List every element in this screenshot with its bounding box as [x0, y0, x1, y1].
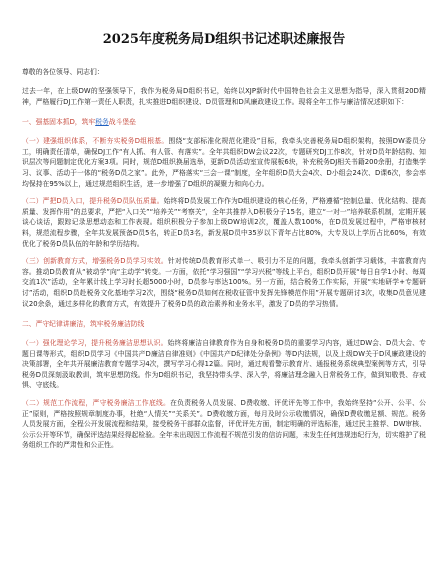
intro-paragraph: 过去一年，在上级DW的坚强领导下，我作为税务局D组织书记，始终以XJP新时代中国特色社会主义思想为指导，深入贯彻20D精神，严格履行DJ工作第一责任人职责，扎实推进D组织建设、D员管理和D风廉政建设工作。现将全年工作与廉洁情况述职如下： [22, 87, 426, 106]
section-1-item-3 [22, 256, 426, 309]
section-2-item-1 [22, 338, 426, 391]
section-1-item-1-text: 围绕“支部标准化规范化建设”目标，我牵头完善税务局D组织架构，按照DW委员分工，明确责任清单，确保DJ工作“有人抓、有人管、有落实”。全年共组织DW会议22次，专题研究DJ工作8次，针对D员年龄结构、知识层次等问题制定优化方案3项。同时，规范D组织换届选举，更新D员活动室宣传展板6块，补充税务DJ相关书籍200余册，打造集学习、议事、活动于一体的“税务D员之家”。此外，严格落实“三会一课”制度，全年组织D员大会4次、D小组会24次、D课6次，参会率均保持在95%以上，通过规范组织生活，进一步增强了D组织的凝聚力和向心力。 [22, 137, 426, 188]
section-2-item-1-lead: （一）强化理论学习，提升税务廉洁思想认识。 [22, 339, 168, 348]
section-2-item-2 [22, 398, 426, 451]
section-1-heading-link[interactable]: 税务 [95, 118, 109, 127]
section-2-item-2-lead: （二）规范工作流程，严守税务廉洁工作底线。 [22, 399, 171, 408]
section-1-item-3-text: 针对传统D员教育形式单一、吸引力不足的问题，我牵头创新学习载体，丰富教育内容。推动D员教育从“被动学”向“主动学”转变。一方面，依托“学习强国”“学习兴税”等线上平台，组织D员开展“每日自学1小时、每周交流1次”活动，全年累计线上学习时长超5000小时，D员参与率达100%。另一方面，结合税务工作实际，开展“实地研学+专题研讨”活动，组织D员赴税务文化基地学习2次，围绕“税务D员如何在税收征管中发挥先锋模范作用”开展专题研讨3次，收集D员意见建议20余条，通过多样化的教育方式，有效提升了税务D员的政治素养和业务水平，激发了D员的学习热情。 [22, 257, 426, 308]
section-1-item-1-lead: （一）建强组织体系，不断夯实税务D组根基。 [22, 137, 169, 146]
section-1-item-2-text: 始终将D员发展工作作为D组织建设的核心任务，严格遵循“控制总量、优化结构、提高质量、发挥作用”的总要求，严把“入口关”“培养关”“考察关”，全年共推荐入D积极分子15名，建立“一对一”培养联系机制，定期开展谈心谈话，跟踪记录思想动态和工作表现。组织积极分子参加上级DW培训2次，覆盖人数100%，在D员发展过程中，严格审核材料，规范流程步骤，全年共发展预备D员5名，转正D员3名，新发展D员中35岁以下青年占比80%，大专及以上学历占比60%，有效优化了税务D员队伍的年龄和学历结构。 [22, 197, 426, 248]
section-1-heading-post: 战斗堡垒 [108, 118, 136, 127]
greeting: 尊敬的各位领导、同志们： [22, 68, 104, 76]
section-2-heading: 二、严守纪律讲廉洁，筑牢税务廉洁防线 [22, 320, 145, 329]
section-2-item-2-text: 在负责税务人员发展、D费收缴、评优评先等工作中，我始终坚持“公开、公平、公正”原则，严格按照规章制度办事，杜绝“人情关”“关系关”。D费收缴方面，每月及时公示收缴情况，确保D费收缴足额、规范。税务人员发展方面，全程公开发展流程和结果，接受税务干部群众监督，评优评先方面，制定明确的评选标准，通过民主推荐、DW审核、公示公开等环节，确保评选结果经得起检验。全年未出现因工作流程不规范引发的信访问题，未发生任何违规违纪行为，切实维护了税务组织工作的严肃性和公正性。 [22, 399, 426, 450]
section-2-item-1-text: 始终将廉洁自律教育作为自身和税务D员的重要学习内容，通过DW会、D员大会、专题日课等形式，组织D员学习《中国共产D廉洁自律准则》《中国共产D纪律处分条例》等D内法规，以及上级DW关于D风廉政建设的决策部署，全年共开展廉洁教育专题学习4次，撰写学习心得12篇。同时，通过观看警示教育片、通报税务系统典型案例等方式，引导税务D员深刻汲取教训，筑牢思想防线。作为D组织书记，我坚持带头学、深入学，将廉洁理念融入日常税务工作，做到知敬畏、存戒惧、守底线。 [22, 339, 426, 390]
section-1-heading [22, 117, 426, 127]
section-1-item-1 [22, 136, 426, 189]
section-1-heading-pre: 一、强基固本抓D，筑牢 [22, 118, 96, 127]
document-title: 2025年度税务局D组织书记述职述廉报告 [102, 32, 346, 47]
section-1-item-3-lead: （三）创新教育方式，增强税务D员学习实效。 [22, 257, 168, 266]
section-1-item-2-lead: （二）严把D员入口，提升税务D员队伍质量。 [22, 197, 164, 206]
section-1-item-2 [22, 196, 426, 249]
